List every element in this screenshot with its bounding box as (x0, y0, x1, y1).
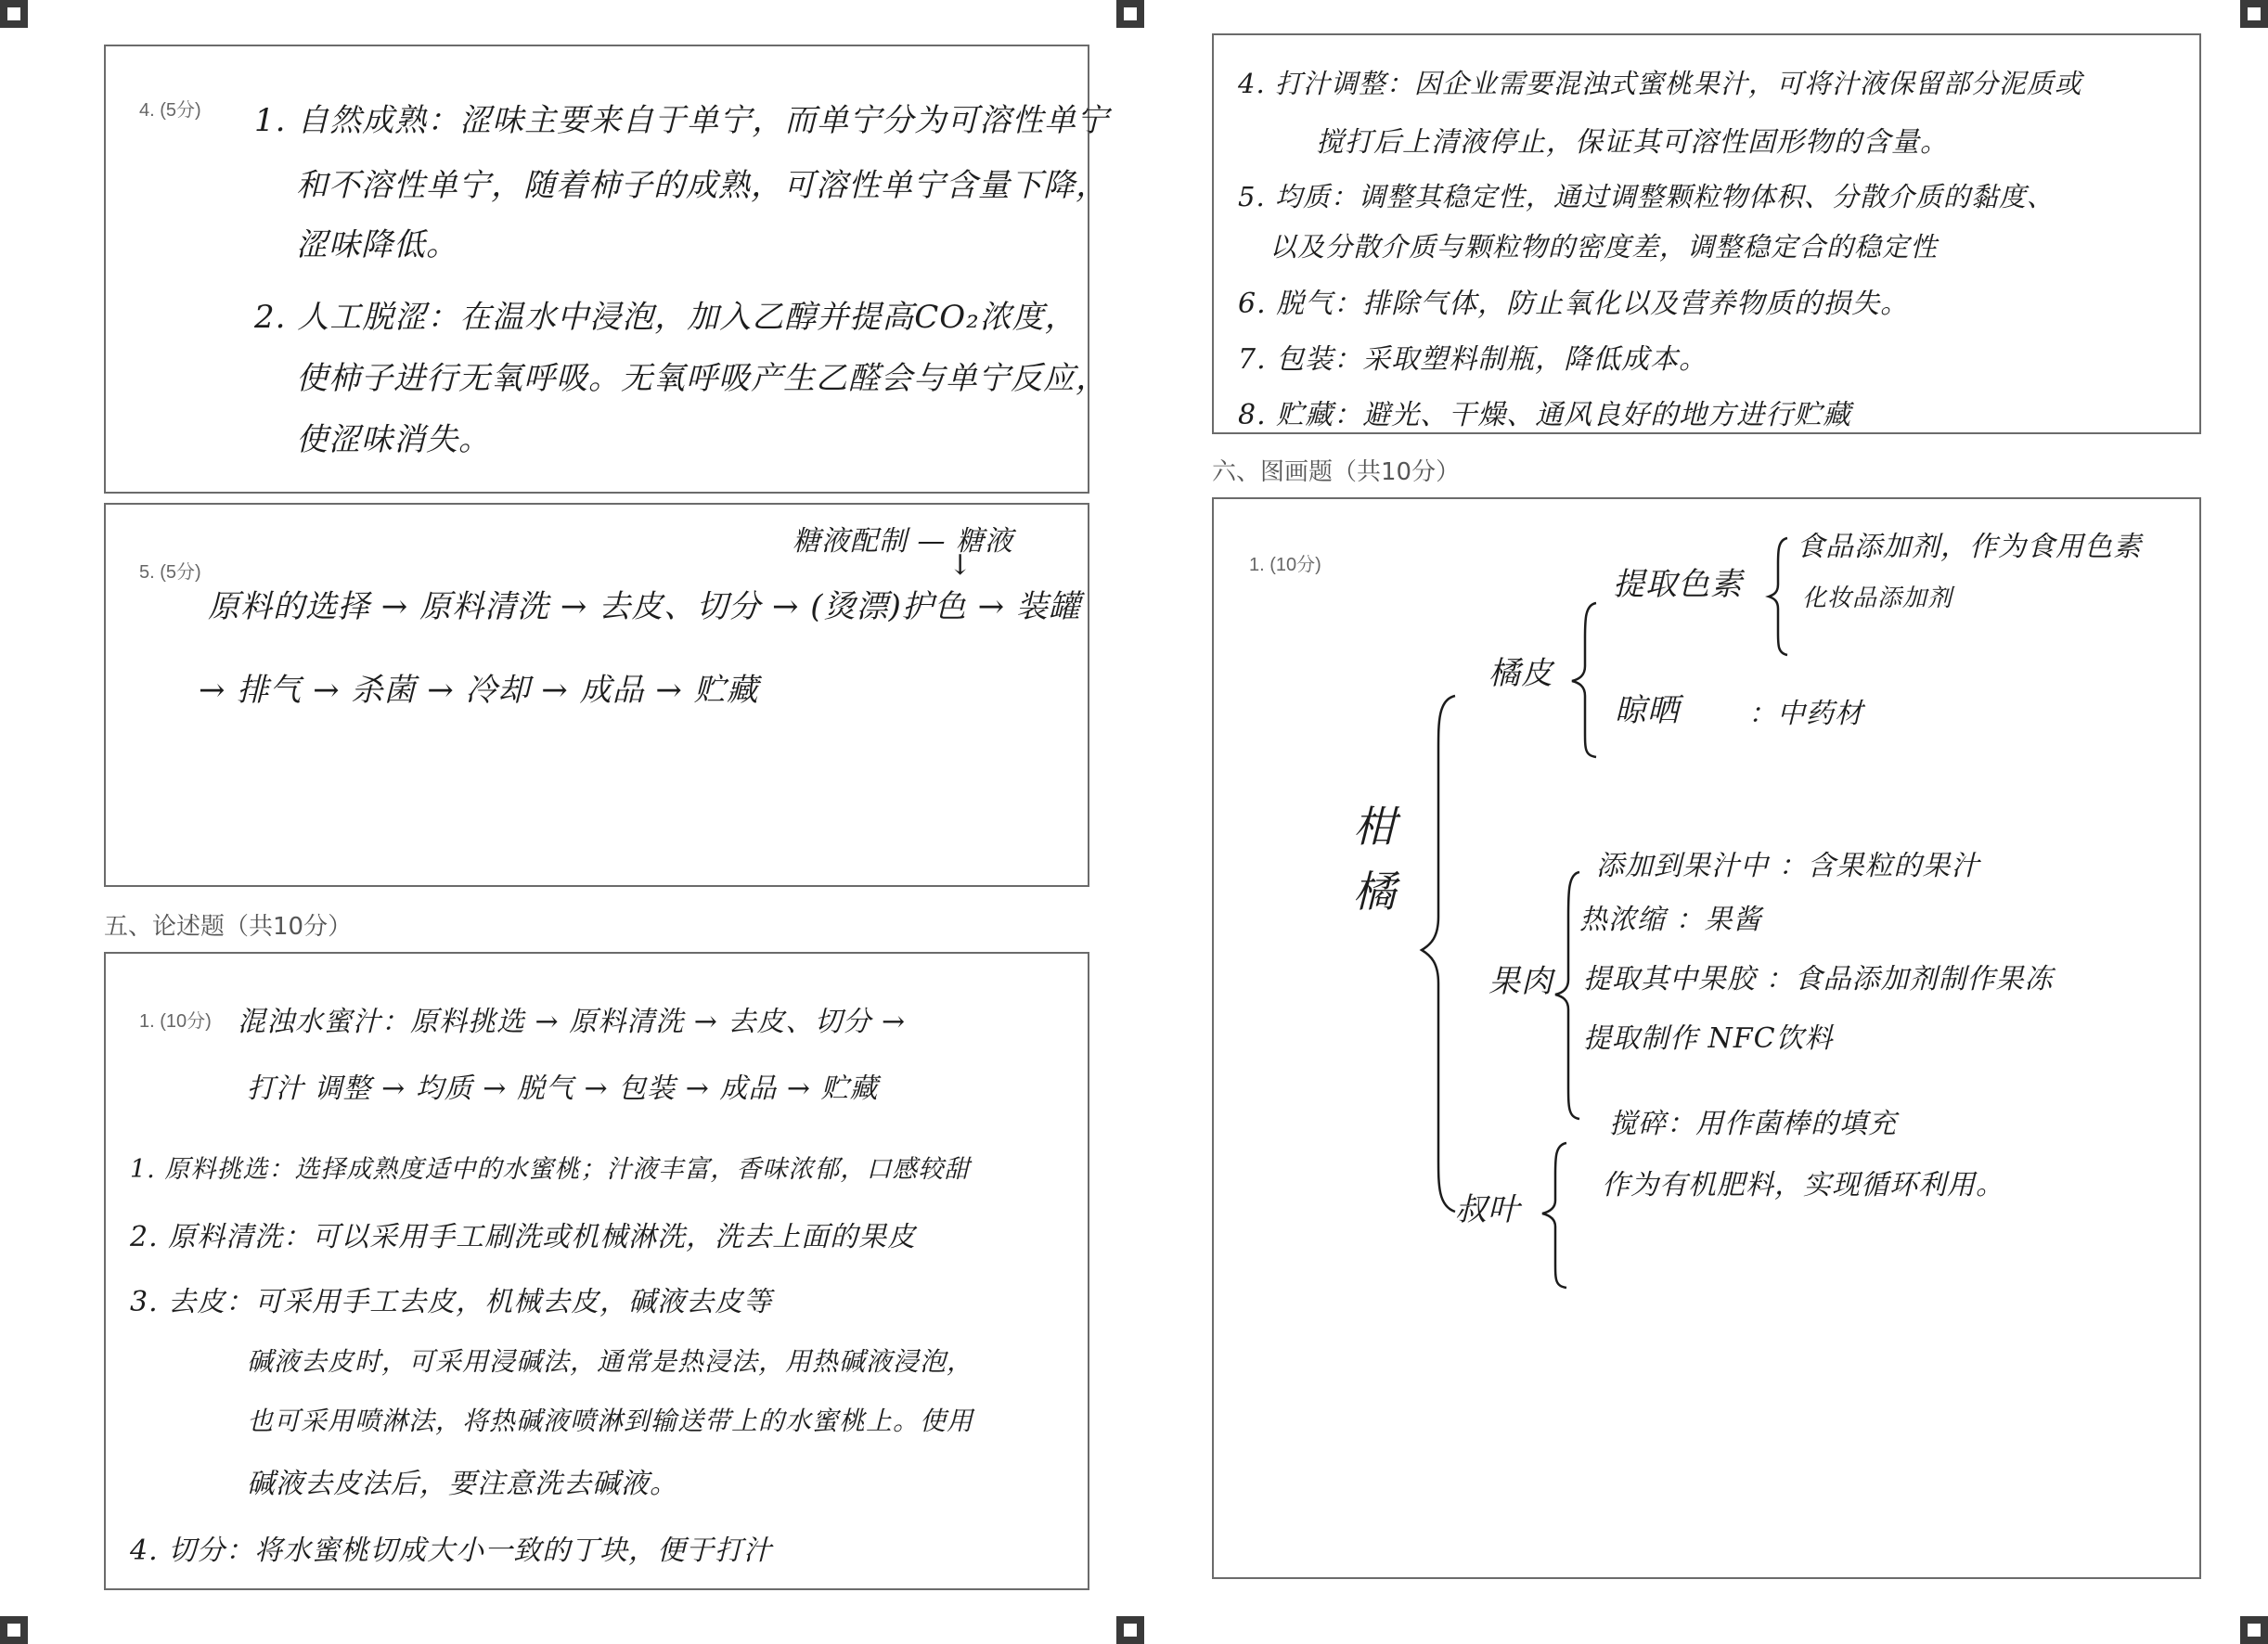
answer-line: 打汁 调整 → 均质 → 脱气 → 包装 → 成品 → 贮藏 (247, 1072, 879, 1105)
answer-line: 7. 包装：采取塑料制瓶，降低成本。 (1238, 343, 1708, 376)
section-title: 五、论述题（共10分） (104, 913, 353, 941)
answer-line: 以及分散介质与颗粒物的密度差，调整稳定合的稳定性 (1269, 231, 1939, 263)
branch-flesh: 果肉 (1488, 963, 1553, 1000)
peel-brace (1568, 601, 1605, 759)
answer-line: 1. 自然成熟：涩味主要来自于单宁，而单宁分为可溶性单宁 (254, 102, 1110, 139)
answer-line: 混浊水蜜汁：原料挑选 → 原料清洗 → 去皮、切分 → (238, 1006, 907, 1038)
answer-line: 5. 均质：调整其稳定性，通过调整颗粒物体积、分散介质的黏度、 (1238, 181, 2055, 212)
answer-line: 6. 脱气：排除气体，防止氧化以及营养物质的损失。 (1238, 288, 1910, 320)
answer-line: 搅打后上清液停止，保证其可溶性固形物的含量。 (1316, 126, 1949, 159)
flesh-item: 提取其中果胶 ：食品添加剂制作果冻 (1583, 963, 2054, 995)
question-number: 4. (5分) (139, 100, 201, 121)
peel-extract: 提取色素 (1613, 566, 1743, 603)
leaf-item: 搅碎：用作菌棒的填充 (1609, 1108, 1897, 1140)
answer-line: 1. 原料挑选：选择成熟度适中的水蜜桃；汁液丰富，香味浓郁，口感较甜 (130, 1155, 971, 1184)
flow-annotation-arrow: ↓ (948, 549, 973, 582)
answer-line: 使柿子进行无氧呼吸。无氧呼吸产生乙醛会与单宁反应， (296, 360, 1108, 397)
scan-marker-top-right (2240, 0, 2268, 28)
answer-line: 2. 人工脱涩：在温水中浸泡，加入乙醇并提高CO₂浓度， (254, 299, 1077, 336)
root-brace (1418, 694, 1474, 1214)
answer-line: 4. 切分：将水蜜桃切成大小一致的丁块，便于打汁 (130, 1535, 773, 1567)
answer-box-q5 (104, 503, 1089, 887)
scan-marker-bottom-left (0, 1616, 28, 1644)
peel-use-food-color: 食品添加剂，作为食用色素 (1797, 531, 2142, 563)
answer-line: 3. 去皮：可采用手工去皮，机械去皮，碱液去皮等 (130, 1286, 773, 1318)
answer-box-essay (104, 952, 1089, 1590)
question-number: 1. (10分) (139, 1011, 212, 1032)
answer-line: 8. 贮藏：避光、干燥、通风良好的地方进行贮藏 (1238, 399, 1852, 431)
peel-use-cosmetic: 化妆品添加剂 (1802, 584, 1953, 612)
branch-leaf: 叔叶 (1455, 1191, 1520, 1228)
answer-line: 和不溶性单宁，随着柿子的成熟，可溶性单宁含量下降， (296, 167, 1108, 204)
answer-line: 涩味降低。 (296, 226, 458, 263)
answer-box-essay-continued (1212, 33, 2201, 434)
scan-marker-bottom-right (2240, 1616, 2268, 1644)
answer-line: 4. 打汁调整：因企业需要混浊式蜜桃果汁，可将汁液保留部分泥质或 (1238, 68, 2082, 99)
extract-brace (1767, 536, 1795, 657)
leaf-item: 作为有机肥料，实现循环利用。 (1602, 1169, 2004, 1201)
peel-dry: 晾晒 (1615, 692, 1680, 729)
answer-line: 也可采用喷淋法，将热碱液喷淋到输送带上的水蜜桃上。使用 (247, 1406, 974, 1436)
answer-line: 碱液去皮时，可采用浸碱法，通常是热浸法，用热碱液浸泡， (247, 1346, 974, 1377)
scan-marker-bottom-center (1116, 1616, 1144, 1644)
leaf-brace (1539, 1141, 1576, 1290)
scan-marker-top-center (1116, 0, 1144, 28)
scan-marker-top-left (0, 0, 28, 28)
flow-annotation: 糖液配制 — 糖液 (793, 525, 1014, 558)
peel-dry-use: ：中药材 (1748, 698, 1863, 730)
branch-peel: 橘皮 (1488, 655, 1553, 692)
process-flow-line: → 排气 → 杀菌 → 冷却 → 成品 → 贮藏 (199, 672, 759, 709)
answer-box-q4 (104, 45, 1110, 494)
flesh-item: 热浓缩 ：果酱 (1579, 904, 1762, 936)
diagram-root: 柑橘 (1353, 802, 1397, 917)
answer-line: 2. 原料清洗：可以采用手工刷洗或机械淋洗，洗去上面的果皮 (130, 1221, 917, 1253)
flesh-item: 提取制作 NFC饮料 (1583, 1022, 1834, 1055)
process-flow-line: 原料的选择 → 原料清洗 → 去皮、切分 → (烫漂)护色 → 装罐 (208, 588, 1081, 625)
question-number: 1. (10分) (1249, 555, 1321, 575)
flesh-item: 添加到果汁中 ：含果粒的果汁 (1596, 850, 1980, 882)
answer-line: 使涩味消失。 (296, 421, 491, 458)
question-number: 5. (5分) (139, 562, 201, 583)
answer-line: 碱液去皮法后，要注意洗去碱液。 (247, 1468, 678, 1500)
section-title: 六、图画题（共10分） (1212, 458, 1461, 486)
answer-box-diagram (1212, 497, 2201, 1579)
